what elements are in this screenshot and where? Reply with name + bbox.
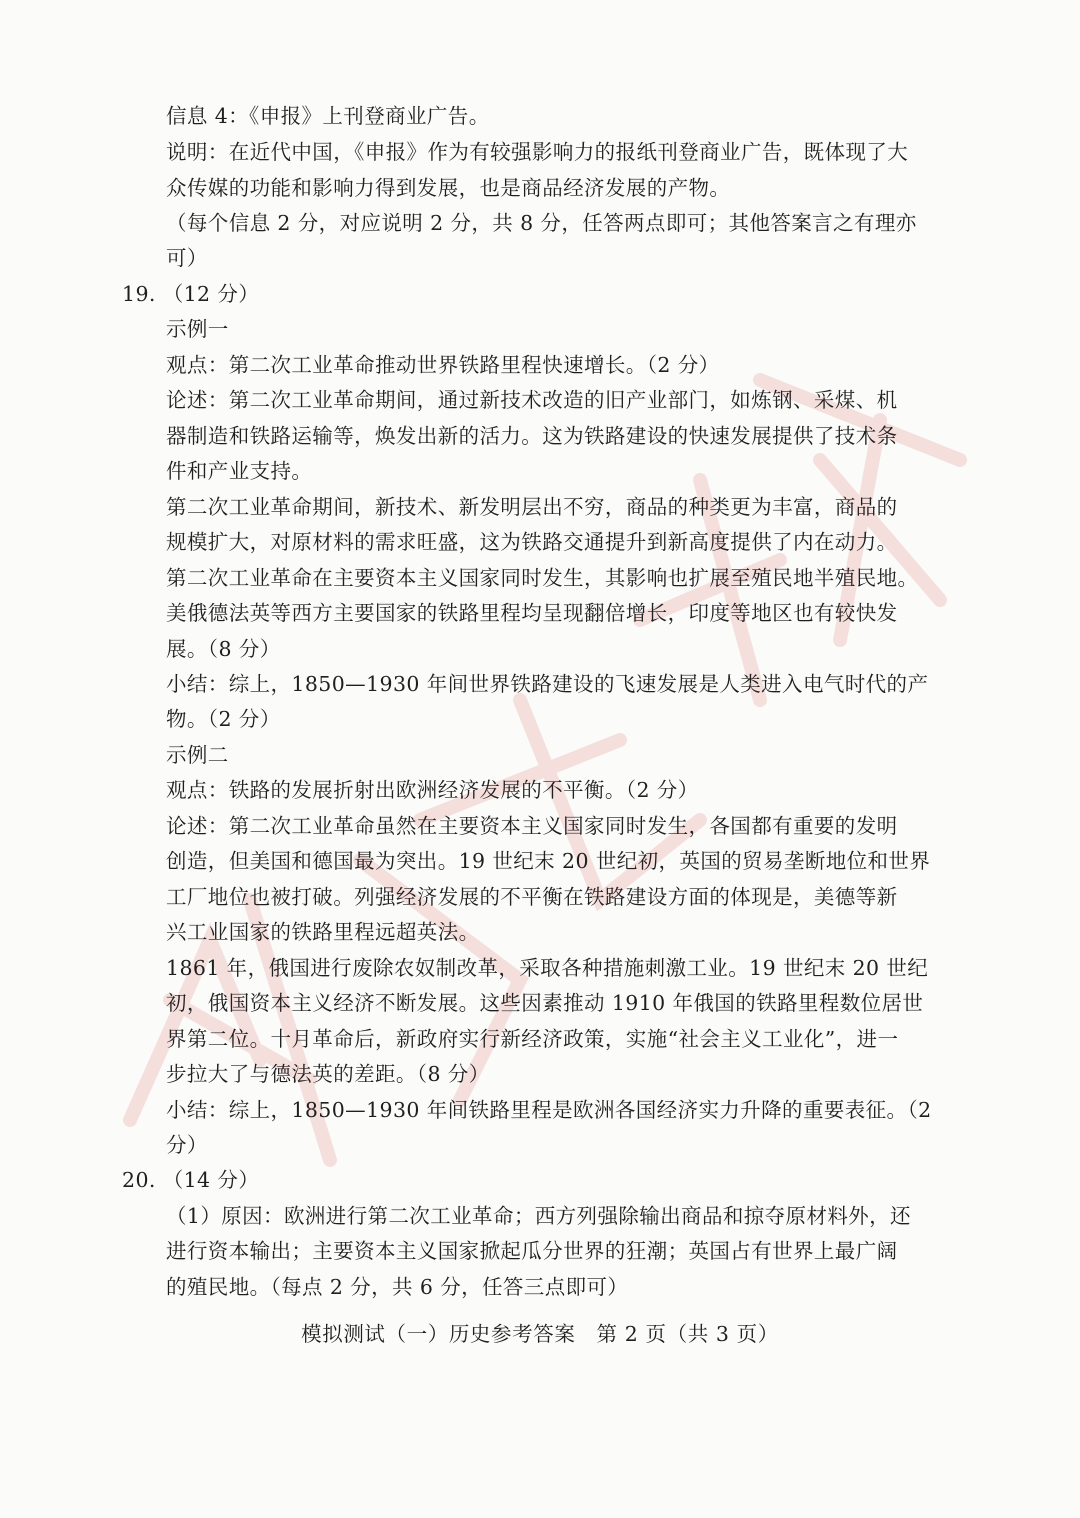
text-line: 初，俄国资本主义经济不断发展。这些因素推动 1910 年俄国的铁路里程数位居世: [166, 991, 924, 1015]
text-line: 美俄德法英等西方主要国家的铁路里程均呈现翻倍增长，印度等地区也有较快发: [166, 601, 898, 625]
text-line: 小结：综上，1850—1930 年间世界铁路建设的飞速发展是人类进入电气时代的产: [166, 672, 929, 696]
text-line: 兴工业国家的铁路里程远超英法。: [166, 920, 480, 944]
text-line: 第二次工业革命在主要资本主义国家同时发生，其影响也扩展至殖民地半殖民地。: [166, 566, 919, 590]
text-line: （1）原因：欧洲进行第二次工业革命；西方列强除输出商品和掠夺原材料外，还: [166, 1204, 911, 1228]
text-line: 展。（8 分）: [166, 637, 281, 661]
text-line: 观点：第二次工业革命推动世界铁路里程快速增长。（2 分）: [166, 353, 720, 377]
text-line: 观点：铁路的发展折射出欧洲经济发展的不平衡。（2 分）: [166, 778, 699, 802]
text-line: 示例一: [166, 317, 229, 341]
text-line: 物。（2 分）: [166, 707, 281, 731]
text-line: 论述：第二次工业革命虽然在主要资本主义国家同时发生，各国都有重要的发明: [166, 814, 898, 838]
text-line: 件和产业支持。: [166, 459, 313, 483]
text-line: 创造，但美国和德国最为突出。19 世纪末 20 世纪初，英国的贸易垄断地位和世界: [166, 849, 931, 873]
text-line: 第二次工业革命期间，新技术、新发明层出不穷，商品的种类更为丰富，商品的: [166, 495, 898, 519]
text-line: （每个信息 2 分，对应说明 2 分，共 8 分，任答两点即可；其他答案言之有理亦: [166, 211, 917, 235]
text-line: 论述：第二次工业革命期间，通过新技术改造的旧产业部门，如炼钢、采煤、机: [166, 388, 898, 412]
text-line: 器制造和铁路运输等，焕发出新的活力。这为铁路建设的快速发展提供了技术条: [166, 424, 898, 448]
text-line: 步拉大了与德法英的差距。（8 分）: [166, 1062, 490, 1086]
text-line: 说明：在近代中国，《申报》作为有较强影响力的报纸刊登商业广告，既体现了大: [166, 140, 909, 164]
text-line: 规模扩大，对原材料的需求旺盛，这为铁路交通提升到新高度提供了内在动力。: [166, 530, 898, 554]
text-line: 工厂地位也被打破。列强经济发展的不平衡在铁路建设方面的体现是，美德等新: [166, 885, 898, 909]
question-number: 20. （14 分）: [122, 1168, 260, 1192]
text-line: 众传媒的功能和影响力得到发展，也是商品经济发展的产物。: [166, 176, 731, 200]
text-line: 示例二: [166, 743, 229, 767]
text-line: 界第二位。十月革命后，新政府实行新经济政策，实施“社会主义工业化”，进一: [166, 1027, 899, 1051]
text-line: 的殖民地。（每点 2 分，共 6 分，任答三点即可）: [166, 1275, 629, 1299]
text-line: 分）: [166, 1133, 208, 1157]
page-footer: 模拟测试（一）历史参考答案 第 2 页（共 3 页）: [301, 1322, 779, 1346]
text-line: 信息 4：《申报》上刊登商业广告。: [166, 104, 490, 128]
question-number: 19. （12 分）: [122, 282, 260, 306]
text-line: 可）: [166, 246, 208, 270]
text-line: 进行资本输出；主要资本主义国家掀起瓜分世界的狂潮；英国占有世界上最广阔: [166, 1239, 898, 1263]
text-line: 小结：综上，1850—1930 年间铁路里程是欧洲各国经济实力升降的重要表征。（2: [166, 1098, 932, 1122]
text-line: 1861 年，俄国进行废除农奴制改革，采取各种措施刺激工业。19 世纪末 20 世纪: [166, 956, 929, 980]
